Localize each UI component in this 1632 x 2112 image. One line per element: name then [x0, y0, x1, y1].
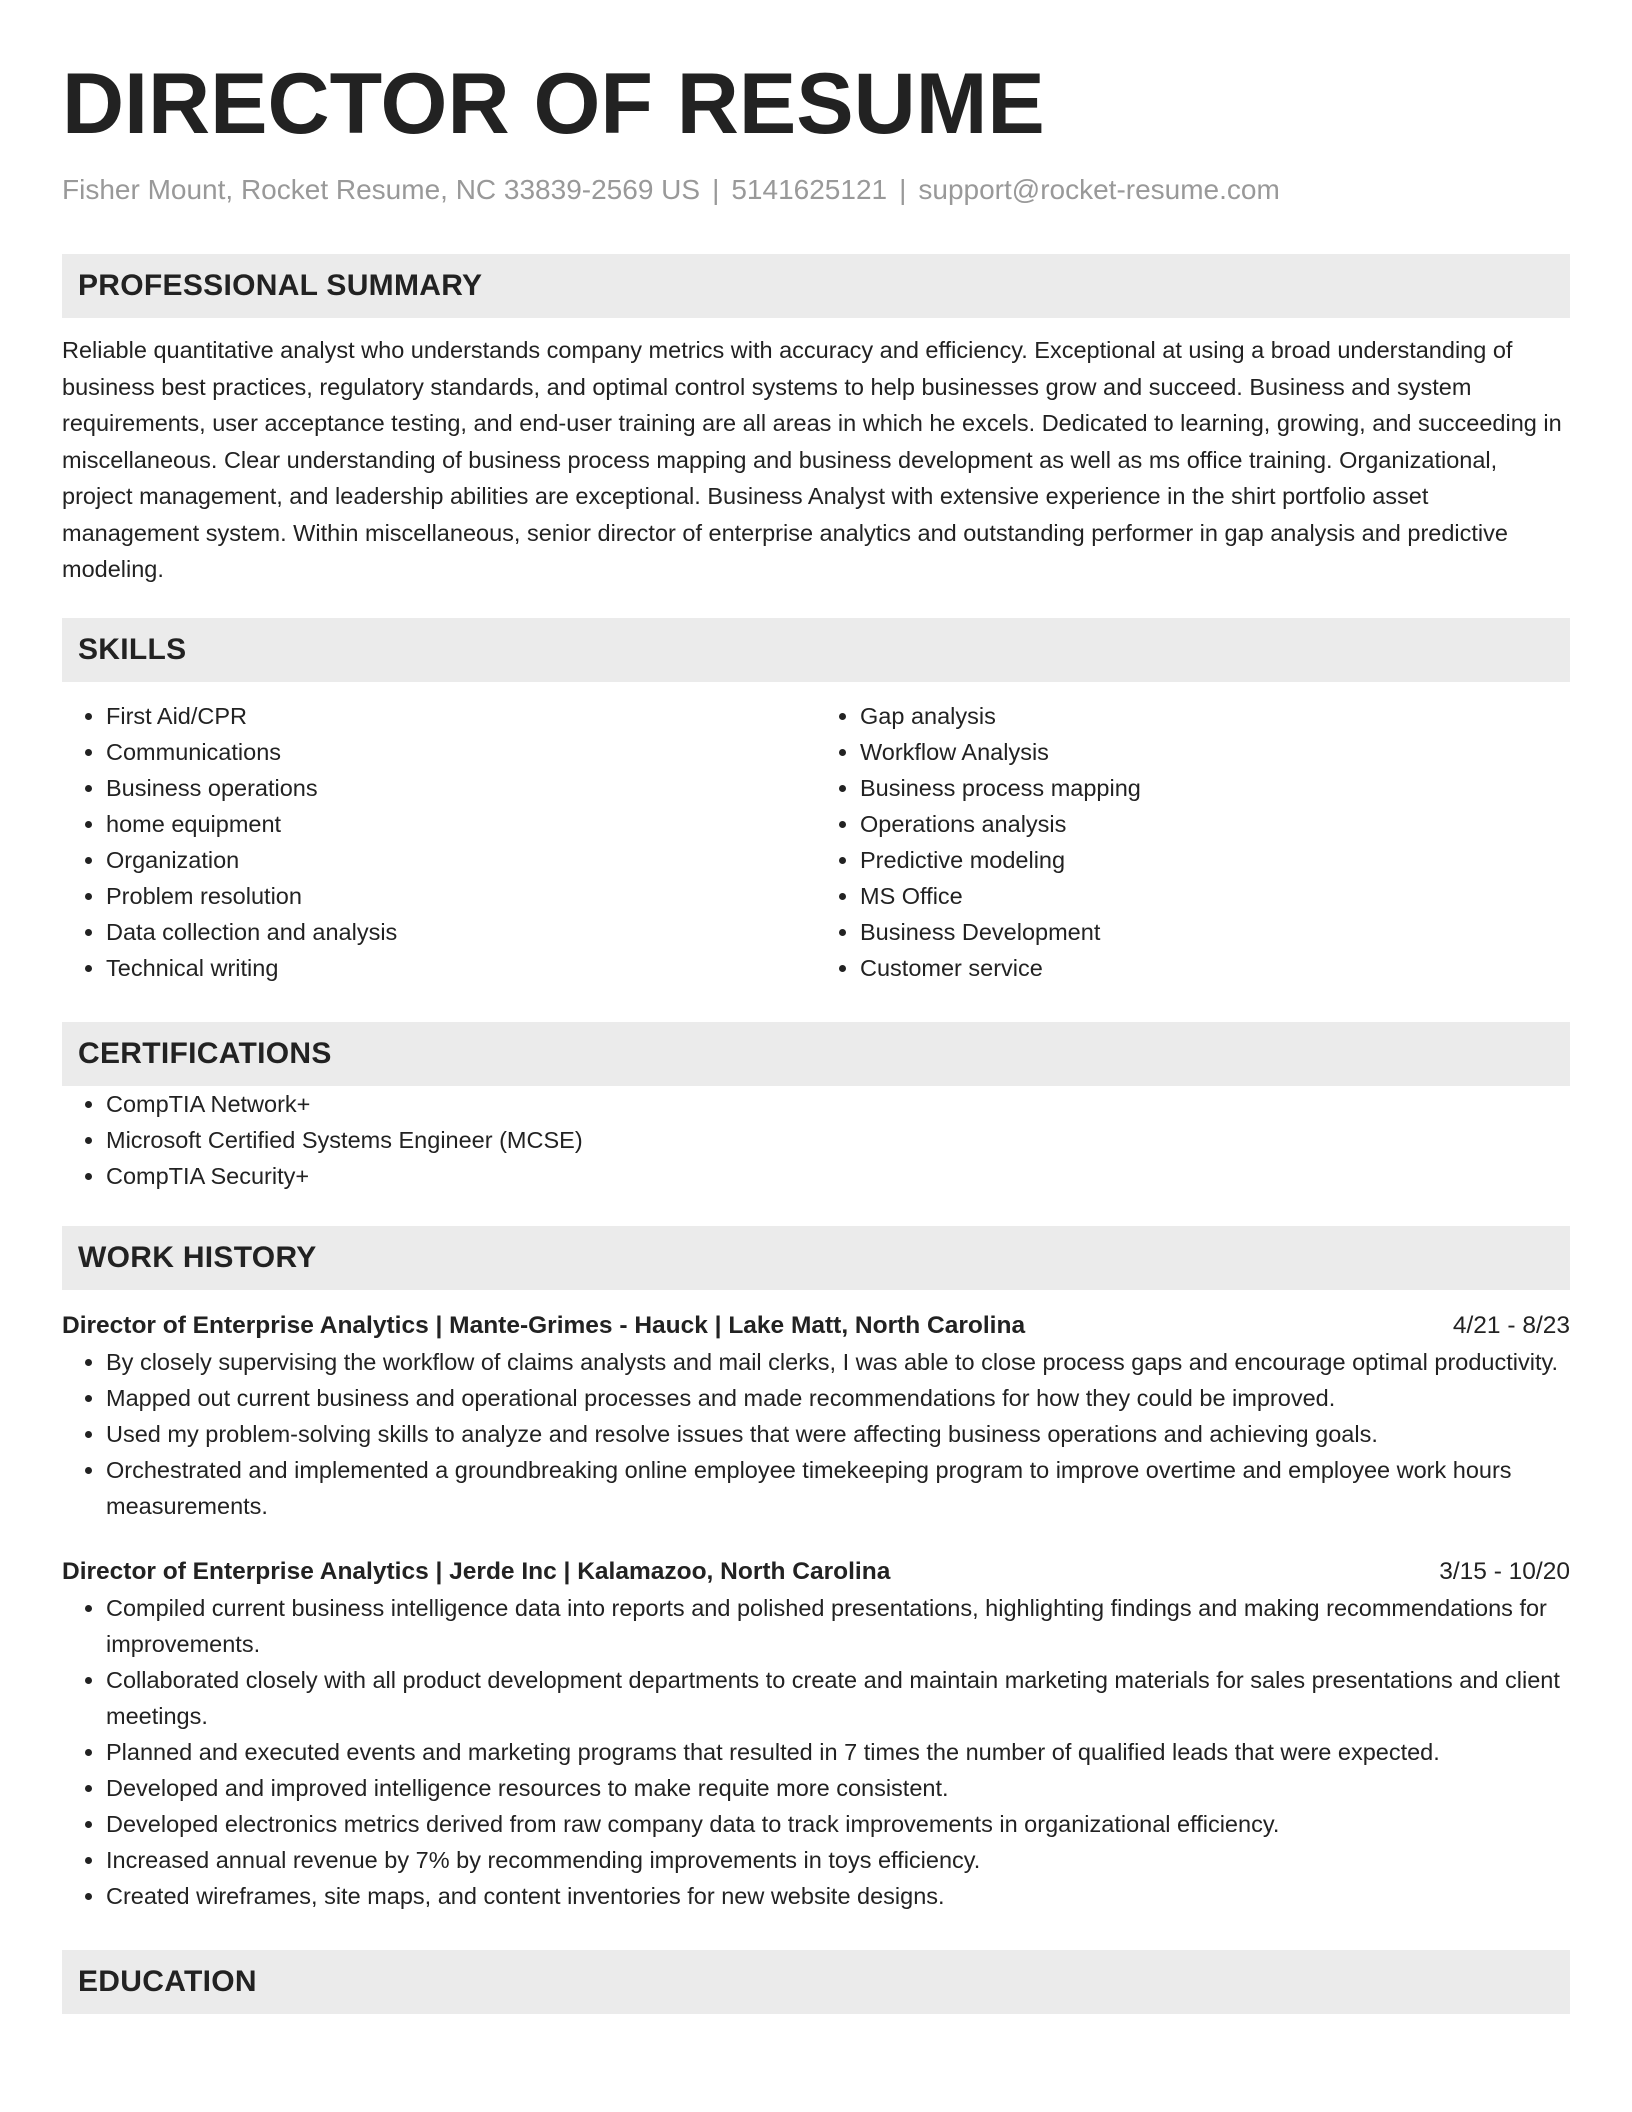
resume-name: DIRECTOR OF RESUME — [62, 56, 1045, 152]
skill-item: • Customer service — [860, 950, 1570, 986]
skill-item: • First Aid/CPR — [106, 698, 816, 734]
skill-item: • Business operations — [106, 770, 816, 806]
job-bullets — [62, 1590, 1570, 1914]
section-header-skills: SKILLS — [62, 618, 1570, 682]
skill-item: • Problem resolution — [106, 878, 816, 914]
job-bullet: • Used my problem-solving skills to analyze and resolve issues that were affecting business operations and achieving goals. — [106, 1416, 1570, 1452]
job-header — [62, 1554, 1570, 1590]
skill-item: • Gap analysis — [860, 698, 1570, 734]
skill-item: • Technical writing — [106, 950, 816, 986]
contact-email: support@rocket-resume.com — [918, 174, 1280, 205]
contact-separator: | — [899, 174, 907, 205]
job-bullet: • By closely supervising the workflow of claims analysts and mail clerks, I was able to close process gaps and encourage optimal productivity. — [106, 1344, 1570, 1380]
certifications-list — [62, 1086, 1570, 1194]
skill-item: • Organization — [106, 842, 816, 878]
job-entry — [62, 1308, 1570, 1524]
job-bullet: • Collaborated closely with all product development departments to create and maintain marketing materials for sales presentations and client meetings. — [106, 1662, 1570, 1734]
job-bullet: • Planned and executed events and marketing programs that resulted in 7 times the number of qualified leads that were expected. — [106, 1734, 1570, 1770]
job-title: Director of Enterprise Analytics | Mante-Grimes - Hauck | Lake Matt, North Carolina — [62, 1311, 1026, 1339]
job-title: Director of Enterprise Analytics | Jerde Inc | Kalamazoo, North Carolina — [62, 1557, 891, 1585]
skills-list-left — [62, 698, 816, 986]
skill-item: • Operations analysis — [860, 806, 1570, 842]
job-header — [62, 1308, 1570, 1344]
contact-address: Fisher Mount, Rocket Resume, NC 33839-2569 US — [62, 174, 701, 205]
section-header-work-history: WORK HISTORY — [62, 1226, 1570, 1290]
skill-item: • Workflow Analysis — [860, 734, 1570, 770]
section-header-education: EDUCATION — [62, 1950, 1570, 2014]
job-bullet: • Developed and improved intelligence resources to make requite more consistent. — [106, 1770, 1570, 1806]
job-dates: 3/15 - 10/20 — [1439, 1557, 1570, 1585]
skill-item: • Business Development — [860, 914, 1570, 950]
job-bullet: • Created wireframes, site maps, and content inventories for new website designs. — [106, 1878, 1570, 1914]
skills-list-right — [816, 698, 1570, 986]
job-bullet: • Increased annual revenue by 7% by recommending improvements in toys efficiency. — [106, 1842, 1570, 1878]
skill-item: • Predictive modeling — [860, 842, 1570, 878]
certification-item: • Microsoft Certified Systems Engineer (MCSE) — [106, 1122, 1570, 1158]
skill-item: • home equipment — [106, 806, 816, 842]
contact-phone: 5141625121 — [731, 174, 888, 205]
skill-item: • Data collection and analysis — [106, 914, 816, 950]
contact-separator: | — [712, 174, 720, 205]
skill-item: • MS Office — [860, 878, 1570, 914]
section-header-certifications: CERTIFICATIONS — [62, 1022, 1570, 1086]
skill-item: • Business process mapping — [860, 770, 1570, 806]
skill-item: • Communications — [106, 734, 816, 770]
job-entry — [62, 1554, 1570, 1914]
contact-line — [62, 172, 1570, 208]
job-dates: 4/21 - 8/23 — [1452, 1311, 1570, 1339]
job-bullet: • Compiled current business intelligence data into reports and polished presentations, highlighting findings and making recommendations for improvements. — [106, 1590, 1570, 1662]
job-bullet: • Developed electronics metrics derived from raw company data to track improvements in organizational efficiency. — [106, 1806, 1570, 1842]
section-header-professional-summary: PROFESSIONAL SUMMARY — [62, 254, 1570, 318]
certification-item: • CompTIA Network+ — [106, 1086, 1570, 1122]
certification-item: • CompTIA Security+ — [106, 1158, 1570, 1194]
skills-grid — [62, 698, 1570, 986]
summary-text: Reliable quantitative analyst who understands company metrics with accuracy and efficiency. Exceptional at using a broad understanding of business best practices, regulatory standards, and optimal control systems to help businesses grow and succeed. Business and system requirements, user acceptance testing, and end-user training are all areas in which he excels. Dedicated to learning, growing, and succeeding in miscellaneous. Clear understanding of business process mapping and business development as well as ms office training. Organizational, project management, and leadership abilities are exceptional. Business Analyst with extensive experience in the shirt portfolio asset management system. Within miscellaneous, senior director of enterprise analytics and outstanding performer in gap analysis and predictive modeling. — [62, 337, 1562, 582]
job-bullets — [62, 1344, 1570, 1524]
job-bullet: • Mapped out current business and operational processes and made recommendations for how they could be improved. — [106, 1380, 1570, 1416]
job-bullet: • Orchestrated and implemented a groundbreaking online employee timekeeping program to improve overtime and employee work hours measurements. — [106, 1452, 1570, 1524]
